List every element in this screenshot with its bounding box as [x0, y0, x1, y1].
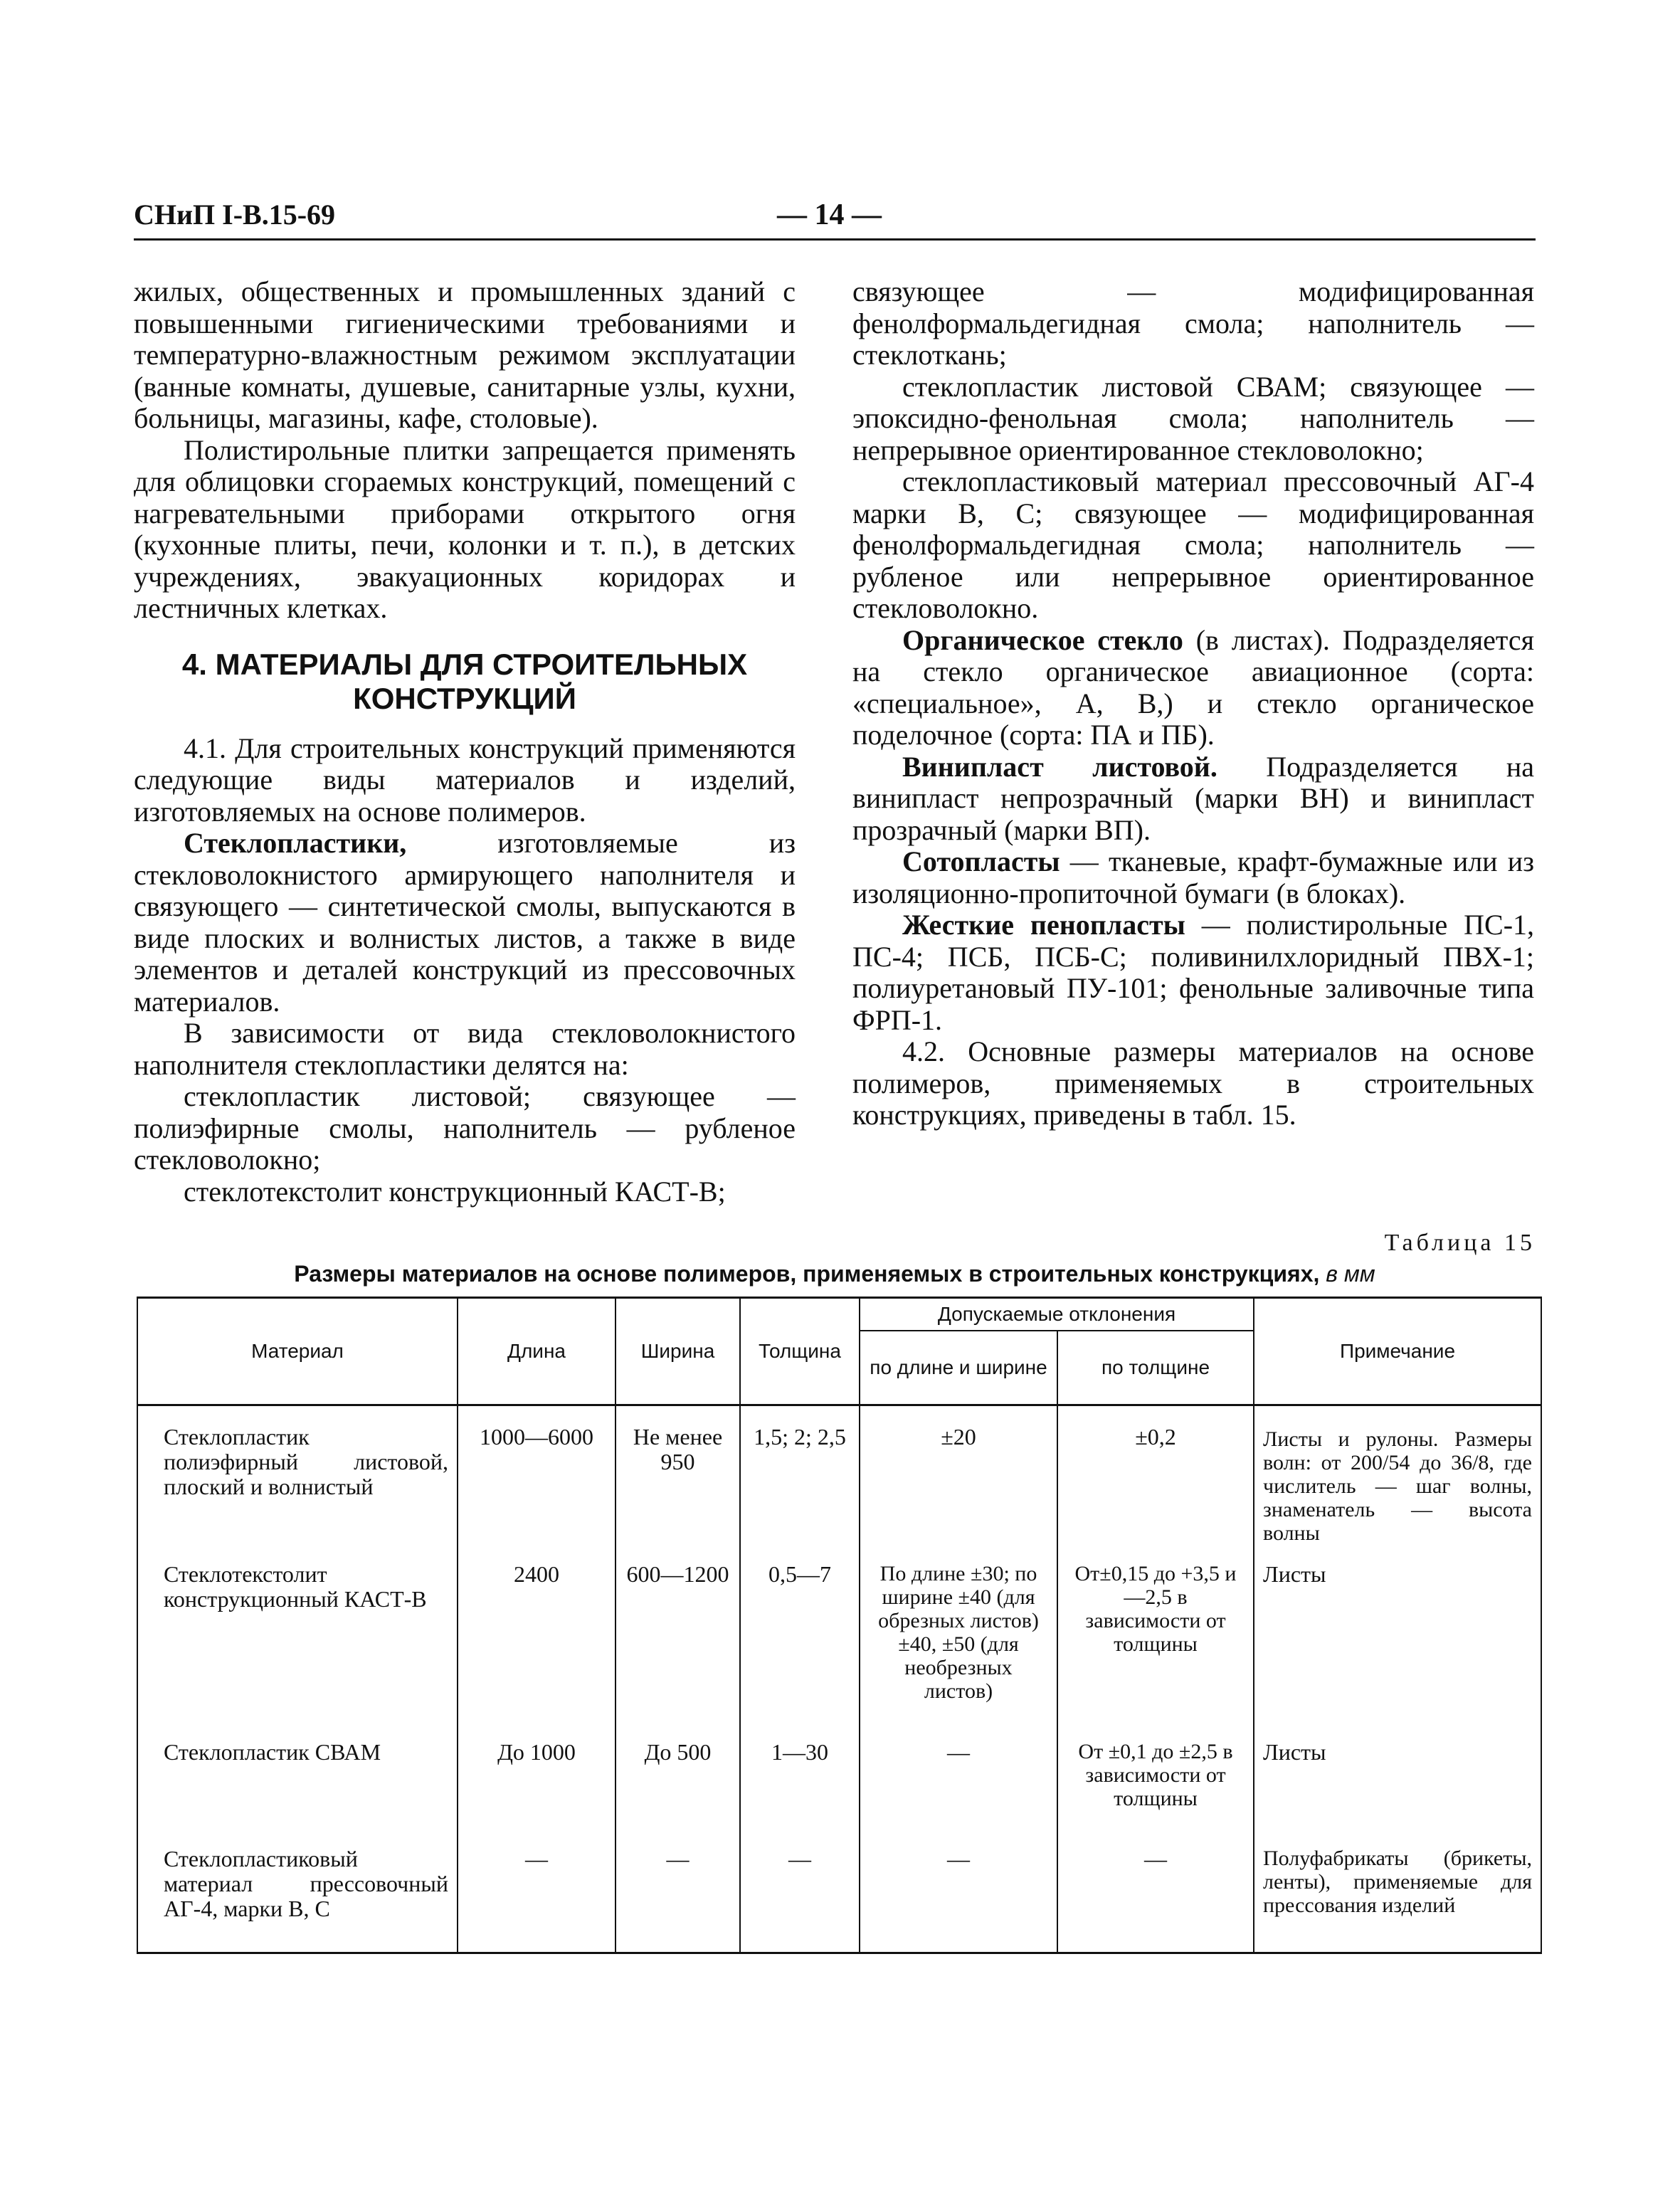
- term: Жесткие пенопласты: [902, 909, 1185, 941]
- header-thickness: Толщина: [740, 1298, 860, 1405]
- header-material: Материал: [137, 1298, 458, 1405]
- term-definition: — тканевые, крафт-бумажные или из изоляционно-пропиточной бумаги (в блоках).: [852, 845, 1534, 909]
- cell-length: —: [458, 1847, 616, 1953]
- page-number: — 14 —: [777, 199, 882, 231]
- cell-dev-thickness: ±0,2: [1057, 1405, 1254, 1562]
- paragraph: [852, 846, 1534, 909]
- cell-width: До 500: [616, 1740, 740, 1847]
- paragraph: связующее — модифицированная фенолформальдегидная смола; наполнитель — стеклоткань;: [852, 275, 1534, 371]
- cell-thickness: 1—30: [740, 1740, 860, 1847]
- section-title: 4. МАТЕРИАЛЫ ДЛЯ СТРОИТЕЛЬНЫХ КОНСТРУКЦИЙ: [181, 647, 748, 715]
- table-row: [137, 1740, 1541, 1847]
- paragraph: [852, 751, 1534, 847]
- paragraph: [852, 909, 1534, 1036]
- right-column: [852, 276, 1534, 1131]
- cell-width: —: [616, 1847, 740, 1953]
- cell-material: Стеклопластик полиэфирный листовой, плоский и волнистый: [137, 1405, 458, 1562]
- cell-width: 600—1200: [616, 1562, 740, 1740]
- paragraph: [134, 828, 796, 1018]
- paragraph: [852, 625, 1534, 751]
- cell-length: 1000—6000: [458, 1405, 616, 1562]
- header-deviations: Допускаемые отклонения: [860, 1298, 1254, 1331]
- cell-material: Стеклопластиковый материал прессовочный АГ-4, марки В, С: [137, 1847, 458, 1953]
- term-definition: (в листах). Подразделяется на стекло органическое авиационное (сорта: «специальное», А, В,) и стекло органическое поделочное (сорта: ПА и ПБ).: [852, 623, 1534, 751]
- table-number: Таблица 15: [1384, 1230, 1536, 1256]
- header-width: Ширина: [616, 1298, 740, 1405]
- table-title-text: Размеры материалов на основе полимеров, применяемых в строительных конструкциях,: [294, 1261, 1320, 1287]
- cell-dev-length-width: По длине ±30; по ширине ±40 (для обрезных листов) ±40, ±50 (для необрезных листов): [860, 1562, 1057, 1740]
- term: Сотопласты: [902, 845, 1060, 877]
- cell-width: Не менее 950: [616, 1405, 740, 1562]
- materials-table: [137, 1297, 1542, 1954]
- header-dev-thickness: по толщине: [1057, 1331, 1254, 1405]
- cell-thickness: 1,5; 2; 2,5: [740, 1405, 860, 1562]
- header-note: Примечание: [1254, 1298, 1541, 1405]
- term-definition: Подразделяется на винипласт непрозрачный (марки ВН) и винипласт прозрачный (марки ВП).: [852, 750, 1534, 846]
- header-length: Длина: [458, 1298, 616, 1405]
- left-column: [134, 276, 796, 1208]
- cell-note: Листы и рулоны. Размеры волн: от 200/54 до 36/8, где числитель — шаг волны, знаменатель — высота волны: [1254, 1405, 1541, 1562]
- cell-length: 2400: [458, 1562, 616, 1740]
- cell-dev-thickness: От±0,15 до +3,5 и —2,5 в зависимости от толщины: [1057, 1562, 1254, 1740]
- term: Стеклопластики,: [184, 827, 407, 859]
- table-row: [137, 1847, 1541, 1953]
- table-row: [137, 1562, 1541, 1740]
- table-row: [137, 1405, 1541, 1562]
- paragraph: В зависимости от вида стекловолокнистого наполнителя стеклопластики делятся на:: [134, 1017, 796, 1081]
- document-code: СНиП I-B.15-69: [134, 199, 336, 231]
- cell-thickness: 0,5—7: [740, 1562, 860, 1740]
- paragraph: 4.2. Основные размеры материалов на основе полимеров, применяемых в строительных конструкциях, приведены в табл. 15.: [852, 1035, 1534, 1131]
- cell-dev-length-width: —: [860, 1847, 1057, 1953]
- term-definition: изготовляемые из стекловолокнистого армирующего наполнителя и связующего — синтетической смолы, выпускаются в виде плоских и волнистых листов, а также в виде элементов и деталей конструкций из прессовочных материалов.: [134, 827, 796, 1018]
- cell-dev-thickness: —: [1057, 1847, 1254, 1953]
- cell-note: Полуфабрикаты (брикеты, ленты), применяемые для прессования изделий: [1254, 1847, 1541, 1953]
- cell-material: Стеклопластик СВАМ: [137, 1740, 458, 1847]
- header-rule: [134, 238, 1536, 241]
- cell-note: Листы: [1254, 1740, 1541, 1847]
- paragraph: стеклопластиковый материал прессовочный АГ-4 марки В, С; связующее — модифицированная фенолформальдегидная смола; наполнитель — рубленое или непрерывное ориентированное стекловолокно.: [852, 465, 1534, 624]
- paragraph: жилых, общественных и промышленных зданий с повышенными гигиеническими требованиями и температурно-влажностным режимом эксплуатации (ванные комнаты, душевые, санитарные узлы, кухни, больницы, магазины, кафе, столовые).: [134, 275, 796, 434]
- paragraph: 4.1. Для строительных конструкций применяются следующие виды материалов и изделий, изготовляемых на основе полимеров.: [134, 732, 796, 828]
- header-dev-length-width: по длине и ширине: [860, 1331, 1057, 1405]
- table-title-units: в мм: [1326, 1261, 1375, 1287]
- cell-thickness: —: [740, 1847, 860, 1953]
- cell-length: До 1000: [458, 1740, 616, 1847]
- cell-dev-length-width: ±20: [860, 1405, 1057, 1562]
- cell-material: Стеклотекстолит конструкционный КАСТ-В: [137, 1562, 458, 1740]
- term: Органическое стекло: [902, 623, 1183, 656]
- paragraph: стеклотекстолит конструкционный КАСТ-В;: [184, 1175, 726, 1208]
- cell-dev-thickness: От ±0,1 до ±2,5 в зависимости от толщины: [1057, 1740, 1254, 1847]
- paragraph: Полистирольные плитки запрещается применять для облицовки сгораемых конструкций, помещений с нагревательными приборами открытого огня (кухонные плиты, печи, колонки и т. п.), в детских учреждениях, эвакуационных коридорах и лестничных клетках.: [134, 433, 796, 624]
- term: Винипласт листовой.: [902, 750, 1217, 783]
- paragraph: стеклопластик листовой СВАМ; связующее — эпоксидно-фенольная смола; наполнитель — непрерывное ориентированное стекловолокно;: [852, 370, 1534, 466]
- table-title: [134, 1261, 1536, 1287]
- cell-dev-length-width: —: [860, 1740, 1057, 1847]
- paragraph: стеклопластик листовой; связующее — полиэфирные смолы, наполнитель — рубленое стекловолокно;: [134, 1080, 796, 1176]
- cell-note: Листы: [1254, 1562, 1541, 1740]
- term-definition: — полистирольные ПС-1, ПС-4; ПСБ, ПСБ-С; поливинилхлоридный ПВХ-1; полиуретановый ПУ-101; фенольные заливочные типа ФРП-1.: [852, 909, 1535, 1036]
